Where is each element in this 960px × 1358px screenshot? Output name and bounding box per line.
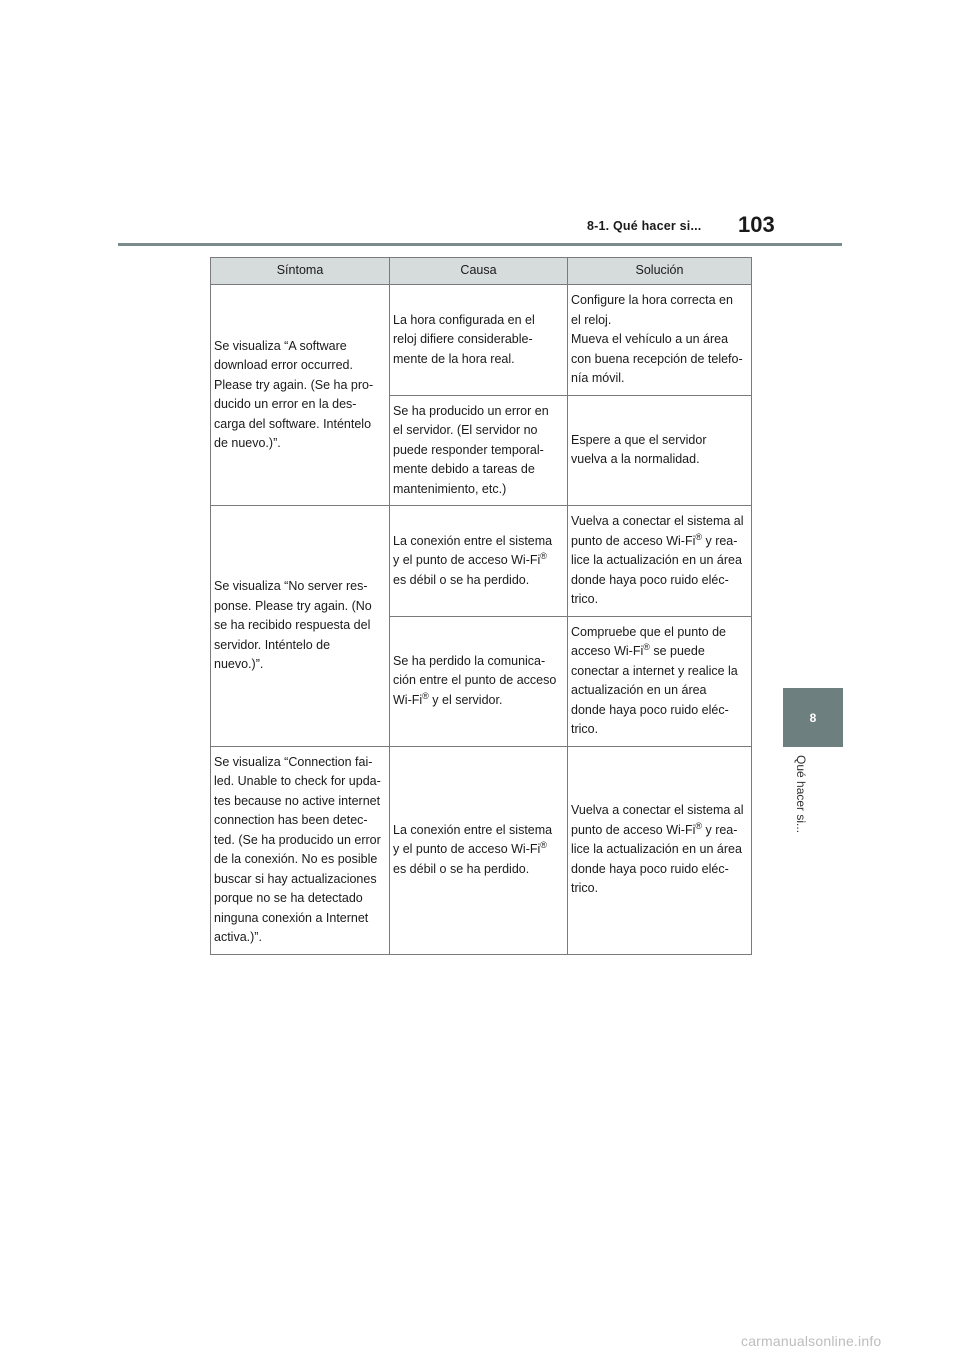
solution-cell: Vuelva a conectar el sistema al punto de acceso Wi-Fi® y rea- lice la actualización en un área donde haya poco ruido eléc- trico. xyxy=(568,506,752,617)
table-header-row xyxy=(211,258,752,285)
registered-mark: ® xyxy=(695,531,702,542)
cause-cell: Se ha producido un error en el servidor. (El servidor no puede responder temporal- mente debido a tareas de mantenimiento, etc.) xyxy=(390,395,568,506)
table-row xyxy=(211,746,752,954)
registered-mark: ® xyxy=(422,690,429,701)
solution-cell: Vuelva a conectar el sistema al punto de acceso Wi-Fi® y rea- lice la actualización en un área donde haya poco ruido eléc- trico. xyxy=(568,746,752,954)
page-number: 103 xyxy=(738,212,775,237)
column-header-symptom: Síntoma xyxy=(211,258,390,285)
cause-cell: La conexión entre el sistema y el punto de acceso Wi-Fi® es débil o se ha perdido. xyxy=(390,506,568,617)
registered-mark: ® xyxy=(695,820,702,831)
symptom-cell: Se visualiza “No server res- ponse. Please try again. (No se ha recibido respuesta del servidor. Inténtelo de nuevo.)”. xyxy=(211,506,390,747)
cause-cell: La hora configurada en el reloj difiere considerable- mente de la hora real. xyxy=(390,285,568,396)
solution-cell: Espere a que el servidor vuelva a la normalidad. xyxy=(568,395,752,506)
chapter-tab-label: Qué hacer si... xyxy=(794,755,808,834)
solution-cell: Compruebe que el punto de acceso Wi-Fi® se puede conectar a internet y realice la actualización en un área donde haya poco ruido eléc- trico. xyxy=(568,616,752,746)
symptom-cell: Se visualiza “Connection fai- led. Unable to check for upda- tes because no active internet connection has been detec- ted. (Se ha producido un error de la conexión. No es posible buscar si hay actualizaciones porque no se ha detectado ninguna conexión a Internet activa.)”. xyxy=(211,746,390,954)
symptom-cell: Se visualiza “A software download error occurred. Please try again. (Se ha pro- ducido un error en la des- carga del software. Inténtelo de nuevo.)”. xyxy=(211,285,390,506)
registered-mark: ® xyxy=(643,642,650,653)
table-row xyxy=(211,506,752,617)
section-header: 8-1. Qué hacer si... xyxy=(587,219,702,233)
chapter-tab-number: 8 xyxy=(809,710,817,725)
site-watermark: carmanualsonline.info xyxy=(741,1333,882,1349)
cause-cell: Se ha perdido la comunica- ción entre el punto de acceso Wi-Fi® y el servidor. xyxy=(390,616,568,746)
cause-cell: La conexión entre el sistema y el punto de acceso Wi-Fi® es débil o se ha perdido. xyxy=(390,746,568,954)
troubleshooting-table xyxy=(210,257,752,955)
registered-mark: ® xyxy=(540,551,547,562)
header-rule xyxy=(118,243,842,246)
chapter-tab[interactable] xyxy=(783,688,843,747)
column-header-solution: Solución xyxy=(568,258,752,285)
column-header-cause: Causa xyxy=(390,258,568,285)
table-row xyxy=(211,285,752,396)
registered-mark: ® xyxy=(540,840,547,851)
solution-cell: Configure la hora correcta en el reloj. Mueva el vehículo a un área con buena recepción de telefo- nía móvil. xyxy=(568,285,752,396)
